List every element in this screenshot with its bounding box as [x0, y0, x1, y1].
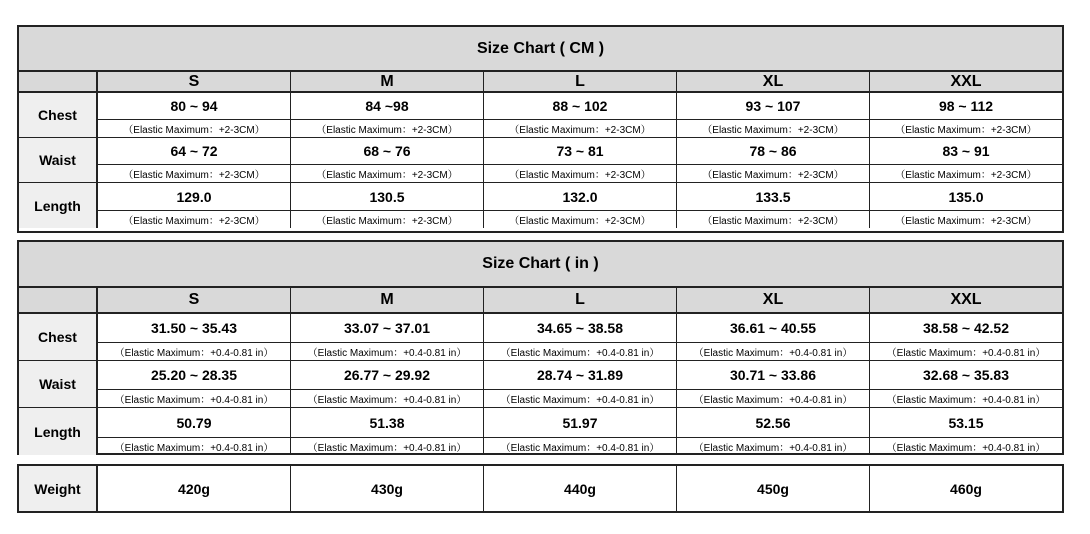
measurement-value: 93 ~ 107 — [677, 93, 869, 120]
value-cell — [291, 138, 484, 182]
row-label: Length — [19, 183, 98, 228]
elastic-note: （Elastic Maximum：+2-3CM） — [123, 170, 265, 181]
measurement-value: 50.79 — [98, 408, 290, 438]
weight-value: 450g — [677, 466, 870, 511]
value-cell — [98, 138, 291, 182]
measurement-value: 53.15 — [870, 408, 1062, 438]
weight-table — [17, 464, 1064, 513]
elastic-note: （Elastic Maximum：+2-3CM） — [509, 125, 651, 136]
size-header-xl: XL — [677, 288, 870, 312]
value-cell — [291, 93, 484, 137]
size-header-row — [19, 288, 1062, 314]
elastic-note: （Elastic Maximum：+2-3CM） — [895, 170, 1037, 181]
value-cell — [870, 183, 1062, 228]
elastic-note: （Elastic Maximum：+2-3CM） — [509, 216, 651, 227]
header-corner-cell — [19, 72, 98, 91]
elastic-note: （Elastic Maximum：+2-3CM） — [123, 216, 265, 227]
value-cell — [677, 183, 870, 228]
elastic-note: （Elastic Maximum：+0.4-0.81 in） — [114, 443, 274, 454]
measurement-value: 130.5 — [291, 183, 483, 211]
measurement-value: 132.0 — [484, 183, 676, 211]
value-cell — [98, 314, 291, 360]
measurement-value: 26.77 ~ 29.92 — [291, 361, 483, 390]
size-header-s: S — [98, 288, 291, 312]
measurement-value: 31.50 ~ 35.43 — [98, 314, 290, 343]
value-cell — [870, 138, 1062, 182]
elastic-note: （Elastic Maximum：+0.4-0.81 in） — [693, 348, 853, 359]
size-header-l: L — [484, 288, 677, 312]
value-cell — [291, 314, 484, 360]
measurement-value: 88 ~ 102 — [484, 93, 676, 120]
table-row-waist — [19, 138, 1062, 183]
measurement-value: 30.71 ~ 33.86 — [677, 361, 869, 390]
value-cell — [484, 361, 677, 407]
measurement-value: 129.0 — [98, 183, 290, 211]
elastic-note: （Elastic Maximum：+2-3CM） — [702, 216, 844, 227]
measurement-value: 133.5 — [677, 183, 869, 211]
measurement-value: 78 ~ 86 — [677, 138, 869, 165]
elastic-note: （Elastic Maximum：+2-3CM） — [123, 125, 265, 136]
table-row-weight — [19, 466, 1062, 511]
elastic-note: （Elastic Maximum：+2-3CM） — [316, 216, 458, 227]
weight-value: 420g — [98, 466, 291, 511]
size-header-xl: XL — [677, 72, 870, 91]
elastic-note: （Elastic Maximum：+2-3CM） — [895, 125, 1037, 136]
table-row-length — [19, 408, 1062, 455]
row-label: Length — [19, 408, 98, 455]
value-cell — [677, 361, 870, 407]
value-cell — [677, 93, 870, 137]
weight-value: 430g — [291, 466, 484, 511]
row-label: Waist — [19, 361, 98, 407]
elastic-note: （Elastic Maximum：+0.4-0.81 in） — [307, 395, 467, 406]
elastic-note: （Elastic Maximum：+0.4-0.81 in） — [500, 443, 660, 454]
value-cell — [484, 183, 677, 228]
size-header-s: S — [98, 72, 291, 91]
elastic-note: （Elastic Maximum：+0.4-0.81 in） — [693, 395, 853, 406]
measurement-value: 25.20 ~ 28.35 — [98, 361, 290, 390]
value-cell — [291, 183, 484, 228]
measurement-value: 34.65 ~ 38.58 — [484, 314, 676, 343]
row-label: Chest — [19, 93, 98, 137]
row-label: Chest — [19, 314, 98, 360]
size-chart-cm — [17, 25, 1064, 233]
elastic-note: （Elastic Maximum：+0.4-0.81 in） — [114, 395, 274, 406]
header-corner-cell — [19, 288, 98, 312]
weight-value: 440g — [484, 466, 677, 511]
value-cell — [98, 183, 291, 228]
size-header-l: L — [484, 72, 677, 91]
measurement-value: 36.61 ~ 40.55 — [677, 314, 869, 343]
table-row-chest — [19, 93, 1062, 138]
value-cell — [870, 361, 1062, 407]
size-header-xxl: XXL — [870, 72, 1062, 91]
measurement-value: 51.97 — [484, 408, 676, 438]
elastic-note: （Elastic Maximum：+0.4-0.81 in） — [886, 443, 1046, 454]
measurement-value: 83 ~ 91 — [870, 138, 1062, 165]
table-row-length — [19, 183, 1062, 228]
size-header-row — [19, 72, 1062, 93]
elastic-note: （Elastic Maximum：+0.4-0.81 in） — [886, 348, 1046, 359]
value-cell — [870, 408, 1062, 455]
elastic-note: （Elastic Maximum：+0.4-0.81 in） — [500, 395, 660, 406]
elastic-note: （Elastic Maximum：+0.4-0.81 in） — [500, 348, 660, 359]
measurement-value: 68 ~ 76 — [291, 138, 483, 165]
size-header-m: M — [291, 72, 484, 91]
table-row-waist — [19, 361, 1062, 408]
elastic-note: （Elastic Maximum：+0.4-0.81 in） — [307, 443, 467, 454]
row-label: Waist — [19, 138, 98, 182]
measurement-value: 51.38 — [291, 408, 483, 438]
value-cell — [484, 93, 677, 137]
elastic-note: （Elastic Maximum：+2-3CM） — [316, 170, 458, 181]
elastic-note: （Elastic Maximum：+2-3CM） — [895, 216, 1037, 227]
measurement-value: 80 ~ 94 — [98, 93, 290, 120]
value-cell — [98, 408, 291, 455]
value-cell — [677, 138, 870, 182]
value-cell — [870, 93, 1062, 137]
measurement-value: 73 ~ 81 — [484, 138, 676, 165]
weight-value: 460g — [950, 480, 982, 497]
size-chart-in — [17, 240, 1064, 455]
chart-title: Size Chart ( in ) — [19, 242, 1062, 288]
size-header-xxl: XXL — [870, 288, 1062, 312]
elastic-note: （Elastic Maximum：+2-3CM） — [702, 170, 844, 181]
value-cell — [484, 314, 677, 360]
elastic-note: （Elastic Maximum：+2-3CM） — [702, 125, 844, 136]
value-cell — [291, 361, 484, 407]
value-cell — [98, 93, 291, 137]
measurement-value: 38.58 ~ 42.52 — [870, 314, 1062, 343]
measurement-value: 98 ~ 112 — [870, 93, 1062, 120]
elastic-note: （Elastic Maximum：+0.4-0.81 in） — [307, 348, 467, 359]
chart-title: Size Chart ( CM ) — [19, 27, 1062, 72]
table-row-chest — [19, 314, 1062, 361]
value-cell — [484, 138, 677, 182]
value-cell — [98, 361, 291, 407]
measurement-value: 64 ~ 72 — [98, 138, 290, 165]
measurement-value: 33.07 ~ 37.01 — [291, 314, 483, 343]
value-cell — [870, 314, 1062, 360]
elastic-note: （Elastic Maximum：+2-3CM） — [509, 170, 651, 181]
measurement-value: 52.56 — [677, 408, 869, 438]
measurement-value: 135.0 — [870, 183, 1062, 211]
value-cell — [677, 314, 870, 360]
elastic-note: （Elastic Maximum：+0.4-0.81 in） — [114, 348, 274, 359]
elastic-note: （Elastic Maximum：+0.4-0.81 in） — [693, 443, 853, 454]
measurement-value: 32.68 ~ 35.83 — [870, 361, 1062, 390]
row-label: Weight — [19, 466, 98, 511]
value-cell — [677, 408, 870, 455]
elastic-note: （Elastic Maximum：+2-3CM） — [316, 125, 458, 136]
measurement-value: 84 ~98 — [291, 93, 483, 120]
size-header-m: M — [291, 288, 484, 312]
value-cell — [291, 408, 484, 455]
value-cell — [484, 408, 677, 455]
elastic-note: （Elastic Maximum：+0.4-0.81 in） — [886, 395, 1046, 406]
measurement-value: 28.74 ~ 31.89 — [484, 361, 676, 390]
